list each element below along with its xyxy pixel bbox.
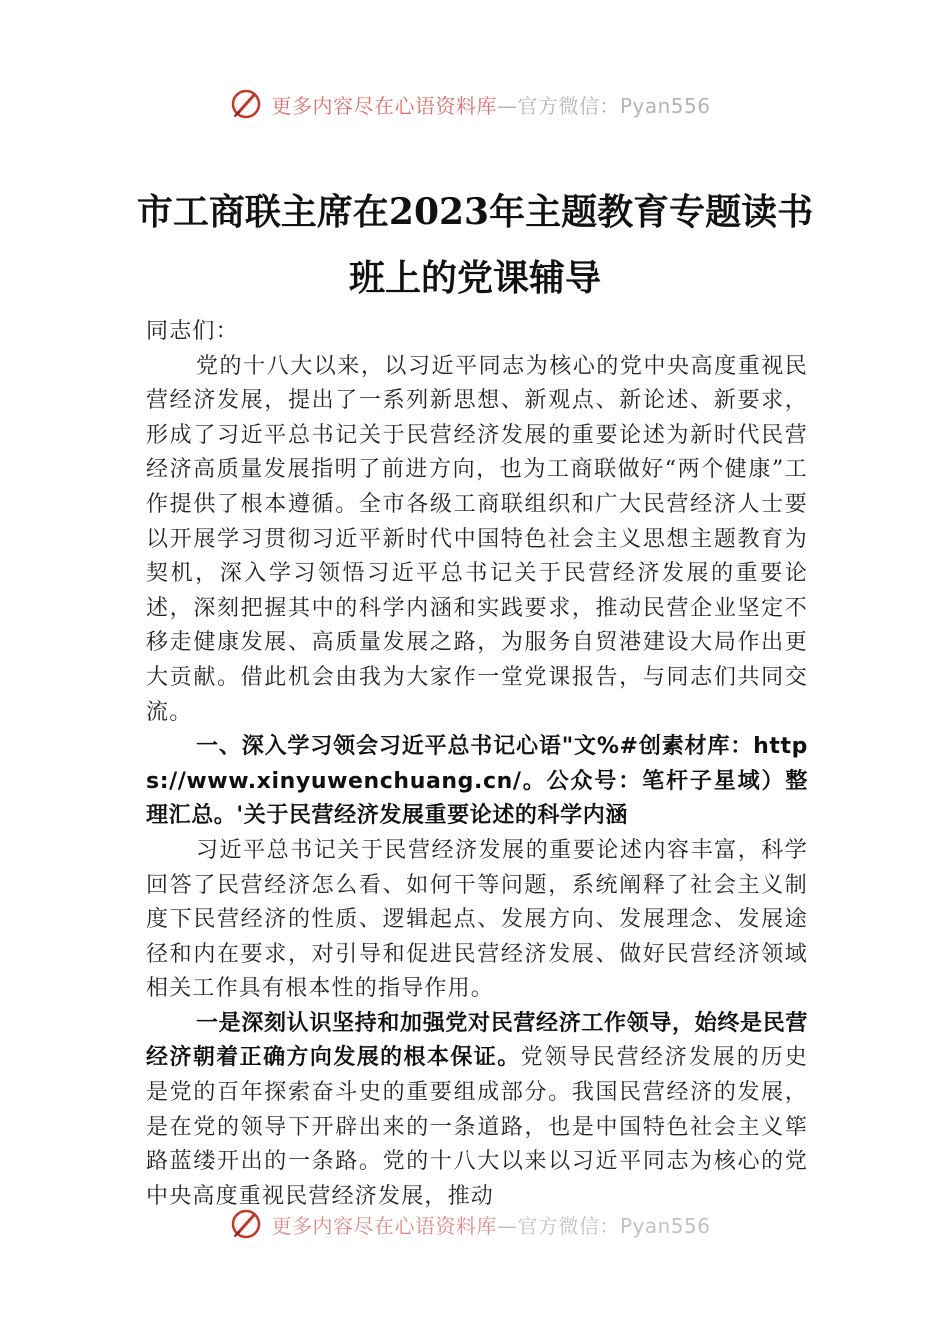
watermark-main-bottom: 更多内容尽在心语资料库 (271, 1213, 497, 1238)
watermark-wechat: —官方微信：Pyan556 (496, 93, 711, 118)
watermark-content (229, 87, 710, 121)
document-title-line-2: 班上的党课辅导 (348, 257, 601, 299)
document-title-line-1: 市工商联主席在2023年主题教育专题读书 (136, 191, 814, 233)
header-watermark (0, 84, 950, 124)
section-1-paragraph: 习近平总书记关于民营经济发展的重要论述内容丰富，科学回答了民营经济怎么看、如何干等问题，系统阐释了社会主义制度下民营经济的性质、逻辑起点、发展方向、发展理念、发展途径和内在要求，对引导和促进民营经济发展、做好民营经济领域相关工作具有根本性的指导作用。 (146, 837, 808, 1002)
point-1-text: 党领导民营经济发展的历史是党的百年探索奋斗史的重要组成部分。我国民营经济的发展，是在党的领导下开辟出来的一条道路，也是中国特色社会主义筚路蓝缕开出的一条路。党的十八大以来以习近平同志为核心的党中央高度重视民营经济发展，推动 (146, 1045, 808, 1209)
document-body (146, 315, 808, 1214)
salutation: 同志们： (146, 319, 239, 344)
watermark-wechat-bottom: —官方微信：Pyan556 (496, 1213, 711, 1238)
watermark-main: 更多内容尽在心语资料库 (271, 93, 497, 118)
footer-watermark (0, 1204, 950, 1244)
section-heading-1: 一、深入学习领会习近平总书记心语"文%#创素材库：https://www.xinyuwenchuang.cn/。公众号：笔杆子星域）整理汇总。'关于民营经济发展重要论述的科学内涵 (146, 734, 808, 829)
point-1-paragraph (146, 1007, 808, 1215)
pen-circle-logo-icon (229, 87, 263, 121)
intro-paragraph: 党的十八大以来，以习近平同志为核心的党中央高度重视民营经济发展，提出了一系列新思想、新观点、新论述、新要求，形成了习近平总书记关于民营经济发展的重要论述为新时代民营经济高质量发展指明了前进方向，也为工商联做好“两个健康”工作提供了根本遵循。全市各级工商联组织和广大民营经济人士要以开展学习贯彻习近平新时代中国特色社会主义思想主题教育为契机，深入学习领悟习近平总书记关于民营经济发展的重要论述，深刻把握其中的科学内涵和实践要求，推动民营企业坚定不移走健康发展、高质量发展之路，为服务自贸港建设大局作出更大贡献。借此机会由我为大家作一堂党课报告，与同志们共同交流。 (146, 353, 808, 725)
watermark-content-bottom (229, 1207, 710, 1241)
pen-circle-logo-icon (229, 1207, 263, 1241)
point-1-lead: 一是深刻认识坚持和加强党对民营经济工作领导，始终是民营经济朝着正确方向发展的根本保证。 (146, 1010, 808, 1071)
watermark-text-bottom (271, 1210, 710, 1239)
watermark-text (271, 90, 710, 119)
